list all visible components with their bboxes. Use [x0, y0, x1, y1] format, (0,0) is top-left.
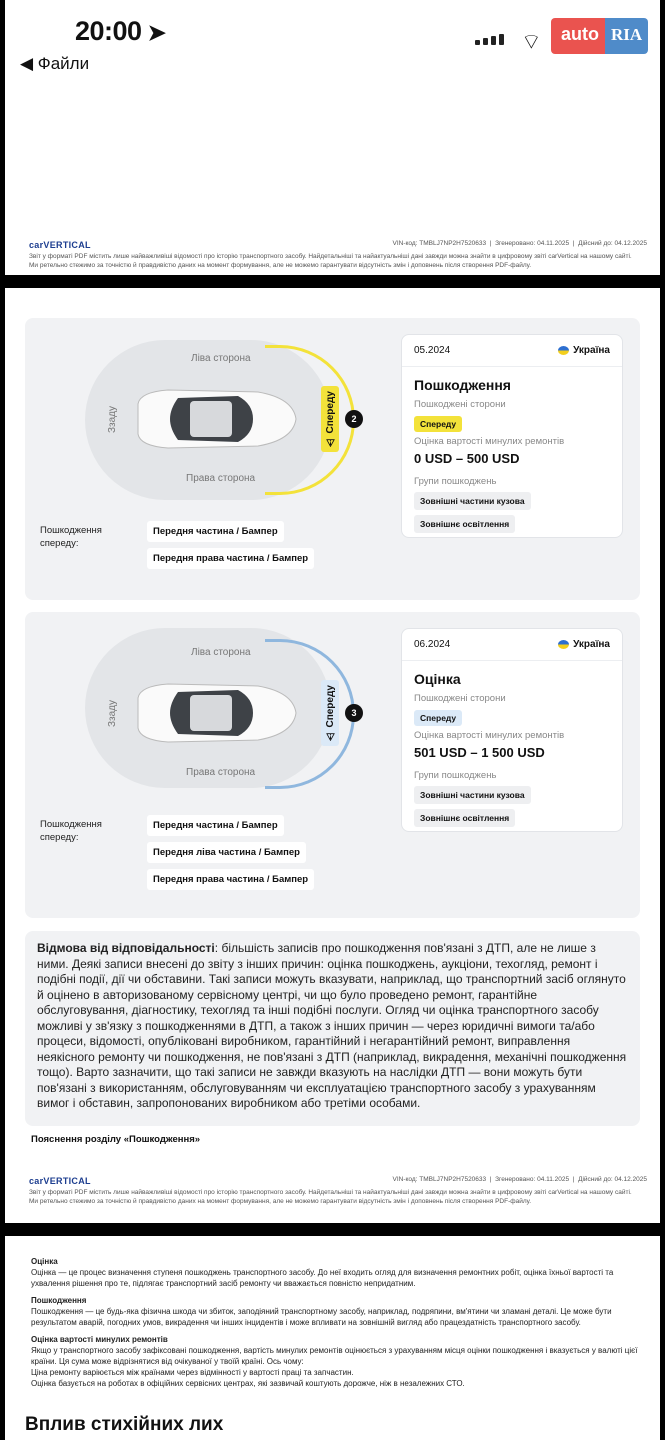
- damage-record-card: Ліва сторона Права сторона Ззаду ⚠ Спереду 3 Пошкодження спереду: Передня частина / Бампер Передня ліва частина / Бампер Передня права частина / Бампер 06.2024 Україна Оцінка Пошкоджені сторони Спереду Оцінка вартості минулих ремонтів 501 USD – 1 500 USD Групи пошкоджень Зовнішні частини кузова Зовнішнє освітлення: [25, 612, 640, 918]
- carvertical-logo: carVERTICAL: [29, 1176, 91, 1186]
- record-date: 05.2024: [414, 345, 451, 356]
- front-side-tag: ⚠ Спереду: [321, 386, 339, 452]
- section-explanation-link[interactable]: Пояснення розділу «Пошкодження»: [31, 1134, 201, 1145]
- car-top-view-icon: [128, 384, 298, 454]
- back-arrow-icon: ◀: [20, 54, 38, 73]
- glossary: Оцінка Оцінка — це процес визначення ступеня пошкоджень транспортного засобу. До неї входить огляд для визначення ремонтних робіт, оцінка їхньої вартості та ухвалення рішення про те, підлягає транспортний засіб ремонту чи вважається повністю непридатним. Пошкодження Пошкодження — це будь-яка фізична шкода чи збиток, заподіяний транспортному засобу, наприклад, подряпини, вм'ятини чи зламані деталі. Це може бути результатом аварій, погодних умов, викрадення чи інших інцидентів і може впливати на зовнішній вигляд або працездатність транспортного засобу. Оцінка вартості минулих ремонтів Якщо у транспортного засобу зафіксовані пошкодження, вартість минулих ремонтів оцінюється з урахуванням місця оцінки пошкодження і вказується у валюті цієї країни. Ця сума може відрізнятися від очікуваної у твоїй країні. Ось чому: Ціна ремонту варіюється між країнами через відмінності у вартості праці та запчастин. Оцінка базується на роботах в офіційних сервісних центрах, які зазвичай коштують дорожче, ніж в незалежних СТО.: [31, 1257, 638, 1388]
- back-to-files-link[interactable]: ◀ Файли: [20, 54, 90, 73]
- record-type: Оцінка: [414, 671, 461, 687]
- pdf-page-damage: [5, 288, 660, 1223]
- status-time: 20:00 ➤: [75, 16, 166, 46]
- damage-record-card: Ліва сторона Права сторона Ззаду ⚠ Спереду 2 Пошкодження спереду: Передня частина / Бампер Передня права частина / Бампер 05.2024 Україна Пошкодження Пошкоджені сторони Спереду Оцінка вартості минулих ремонтів 0 USD – 500 USD Групи пошкоджень Зовнішні частини кузова Зовнішнє освітлення: [25, 318, 640, 600]
- disclaimer-box: Відмова від відповідальності: більшість записів про пошкодження пов'язані з ДТП, але не лише з ними. Деякі записи внесені до звіту з інших причин: оцінка пошкоджень, аукціони, техогляд, ремонт і подібні події, дії чи обставини. Такі записи можуть вказувати, наприклад, що транспортний засіб оглянуто й оцінено в авторизованому сервісному центрі, чи що було проведено ремонт, гарантійне обслуговування, діагностику, техогляд та інші подібні послуги. Огляд чи оцінка транспортного засобу можливі у зв'язку з пошкодженнями в ДТП, а також з інших причин — через юридичні вимоги та/або процеси, відомості, опубліковані виробником, гарантійний і негарантійний ремонт, виправлення неякісного ремонту чи пошкодження, не пов'язані з ДТП (наприклад, викрадення, механічні пошкодження тощо). Варто зазначити, що такі записи не завжди вказують на наслідки ДТП — вони можуть бути пов'язані з використанням, обслуговуванням чи експлуатацією транспортного засобу з урахуванням вимог і обставин, запропонованих виробником або третіми особами.: [25, 931, 640, 1126]
- damaged-parts-list: [147, 521, 314, 575]
- damage-info-panel: 05.2024 Україна Пошкодження Пошкоджені сторони Спереду Оцінка вартості минулих ремонтів 0 USD – 500 USD Групи пошкоджень Зовнішні частини кузова Зовнішнє освітлення: [401, 334, 623, 538]
- damage-group: Зовнішні частини кузова: [414, 786, 531, 804]
- side-pill: Спереду: [414, 710, 462, 726]
- ukraine-flag-icon: [558, 346, 569, 355]
- repair-cost: 501 USD – 1 500 USD: [414, 745, 545, 760]
- record-type: Пошкодження: [414, 377, 511, 393]
- pdf-page-top: [5, 0, 660, 275]
- damaged-part: Передня частина / Бампер: [147, 521, 284, 542]
- damage-group: Зовнішнє освітлення: [414, 809, 515, 827]
- wifi-icon: ⌔: [521, 29, 542, 54]
- side-pill: Спереду: [414, 416, 462, 432]
- damage-group: Зовнішнє освітлення: [414, 515, 515, 533]
- damaged-part: Передня права частина / Бампер: [147, 548, 314, 569]
- damaged-part: Передня права частина / Бампер: [147, 869, 314, 890]
- location-arrow-icon: ➤: [147, 20, 166, 45]
- ukraine-flag-icon: [558, 640, 569, 649]
- auto-ria-watermark: auto RIA: [551, 18, 663, 54]
- carvertical-logo: carVERTICAL: [29, 240, 91, 250]
- record-date: 06.2024: [414, 639, 451, 650]
- pdf-page-glossary: [5, 1236, 660, 1440]
- car-top-view-icon: [128, 678, 298, 748]
- report-footer: carVERTICAL VIN-код: TMBLJ7NP2H7520633 | Згенеровано: 04.11.2025 | Дійсний до: 04.12.2025 Звіт у форматі PDF містить лише найважливіші відомості про історію транспортного засобу. Найдетальніші та найактуальніші дані завжди можна знайти в цифровому звіті carVertical на нашому сайті. Ми ретельно стежимо за точністю й правдивістю даних на момент формування, але не можемо гарантувати відсутність змін і доповнень після створення PDF-файлу.: [29, 1176, 647, 1205]
- report-footer: carVERTICAL VIN-код: TMBLJ7NP2H7520633 | Згенеровано: 04.11.2025 | Дійсний до: 04.12.2025 Звіт у форматі PDF містить лише найважливіші відомості про історію транспортного засобу. Найдетальніші та найактуальніші дані завжди можна знайти в цифровому звіті carVertical на нашому сайті. Ми ретельно стежимо за точністю й правдивістю даних на момент формування, але не можемо гарантувати відсутність змін і доповнень після створення PDF-файлу.: [29, 240, 647, 269]
- damage-group: Зовнішні частини кузова: [414, 492, 531, 510]
- section-title: Вплив стихійних лих: [25, 1414, 224, 1435]
- repair-cost: 0 USD – 500 USD: [414, 451, 520, 466]
- cellular-signal-icon: [475, 34, 504, 45]
- damaged-part: Передня ліва частина / Бампер: [147, 842, 306, 863]
- damaged-parts-list: [147, 815, 314, 896]
- damaged-part: Передня частина / Бампер: [147, 815, 284, 836]
- damage-info-panel: 06.2024 Україна Оцінка Пошкоджені сторони Спереду Оцінка вартості минулих ремонтів 501 USD – 1 500 USD Групи пошкоджень Зовнішні частини кузова Зовнішнє освітлення: [401, 628, 623, 832]
- front-side-tag: ⚠ Спереду: [321, 680, 339, 746]
